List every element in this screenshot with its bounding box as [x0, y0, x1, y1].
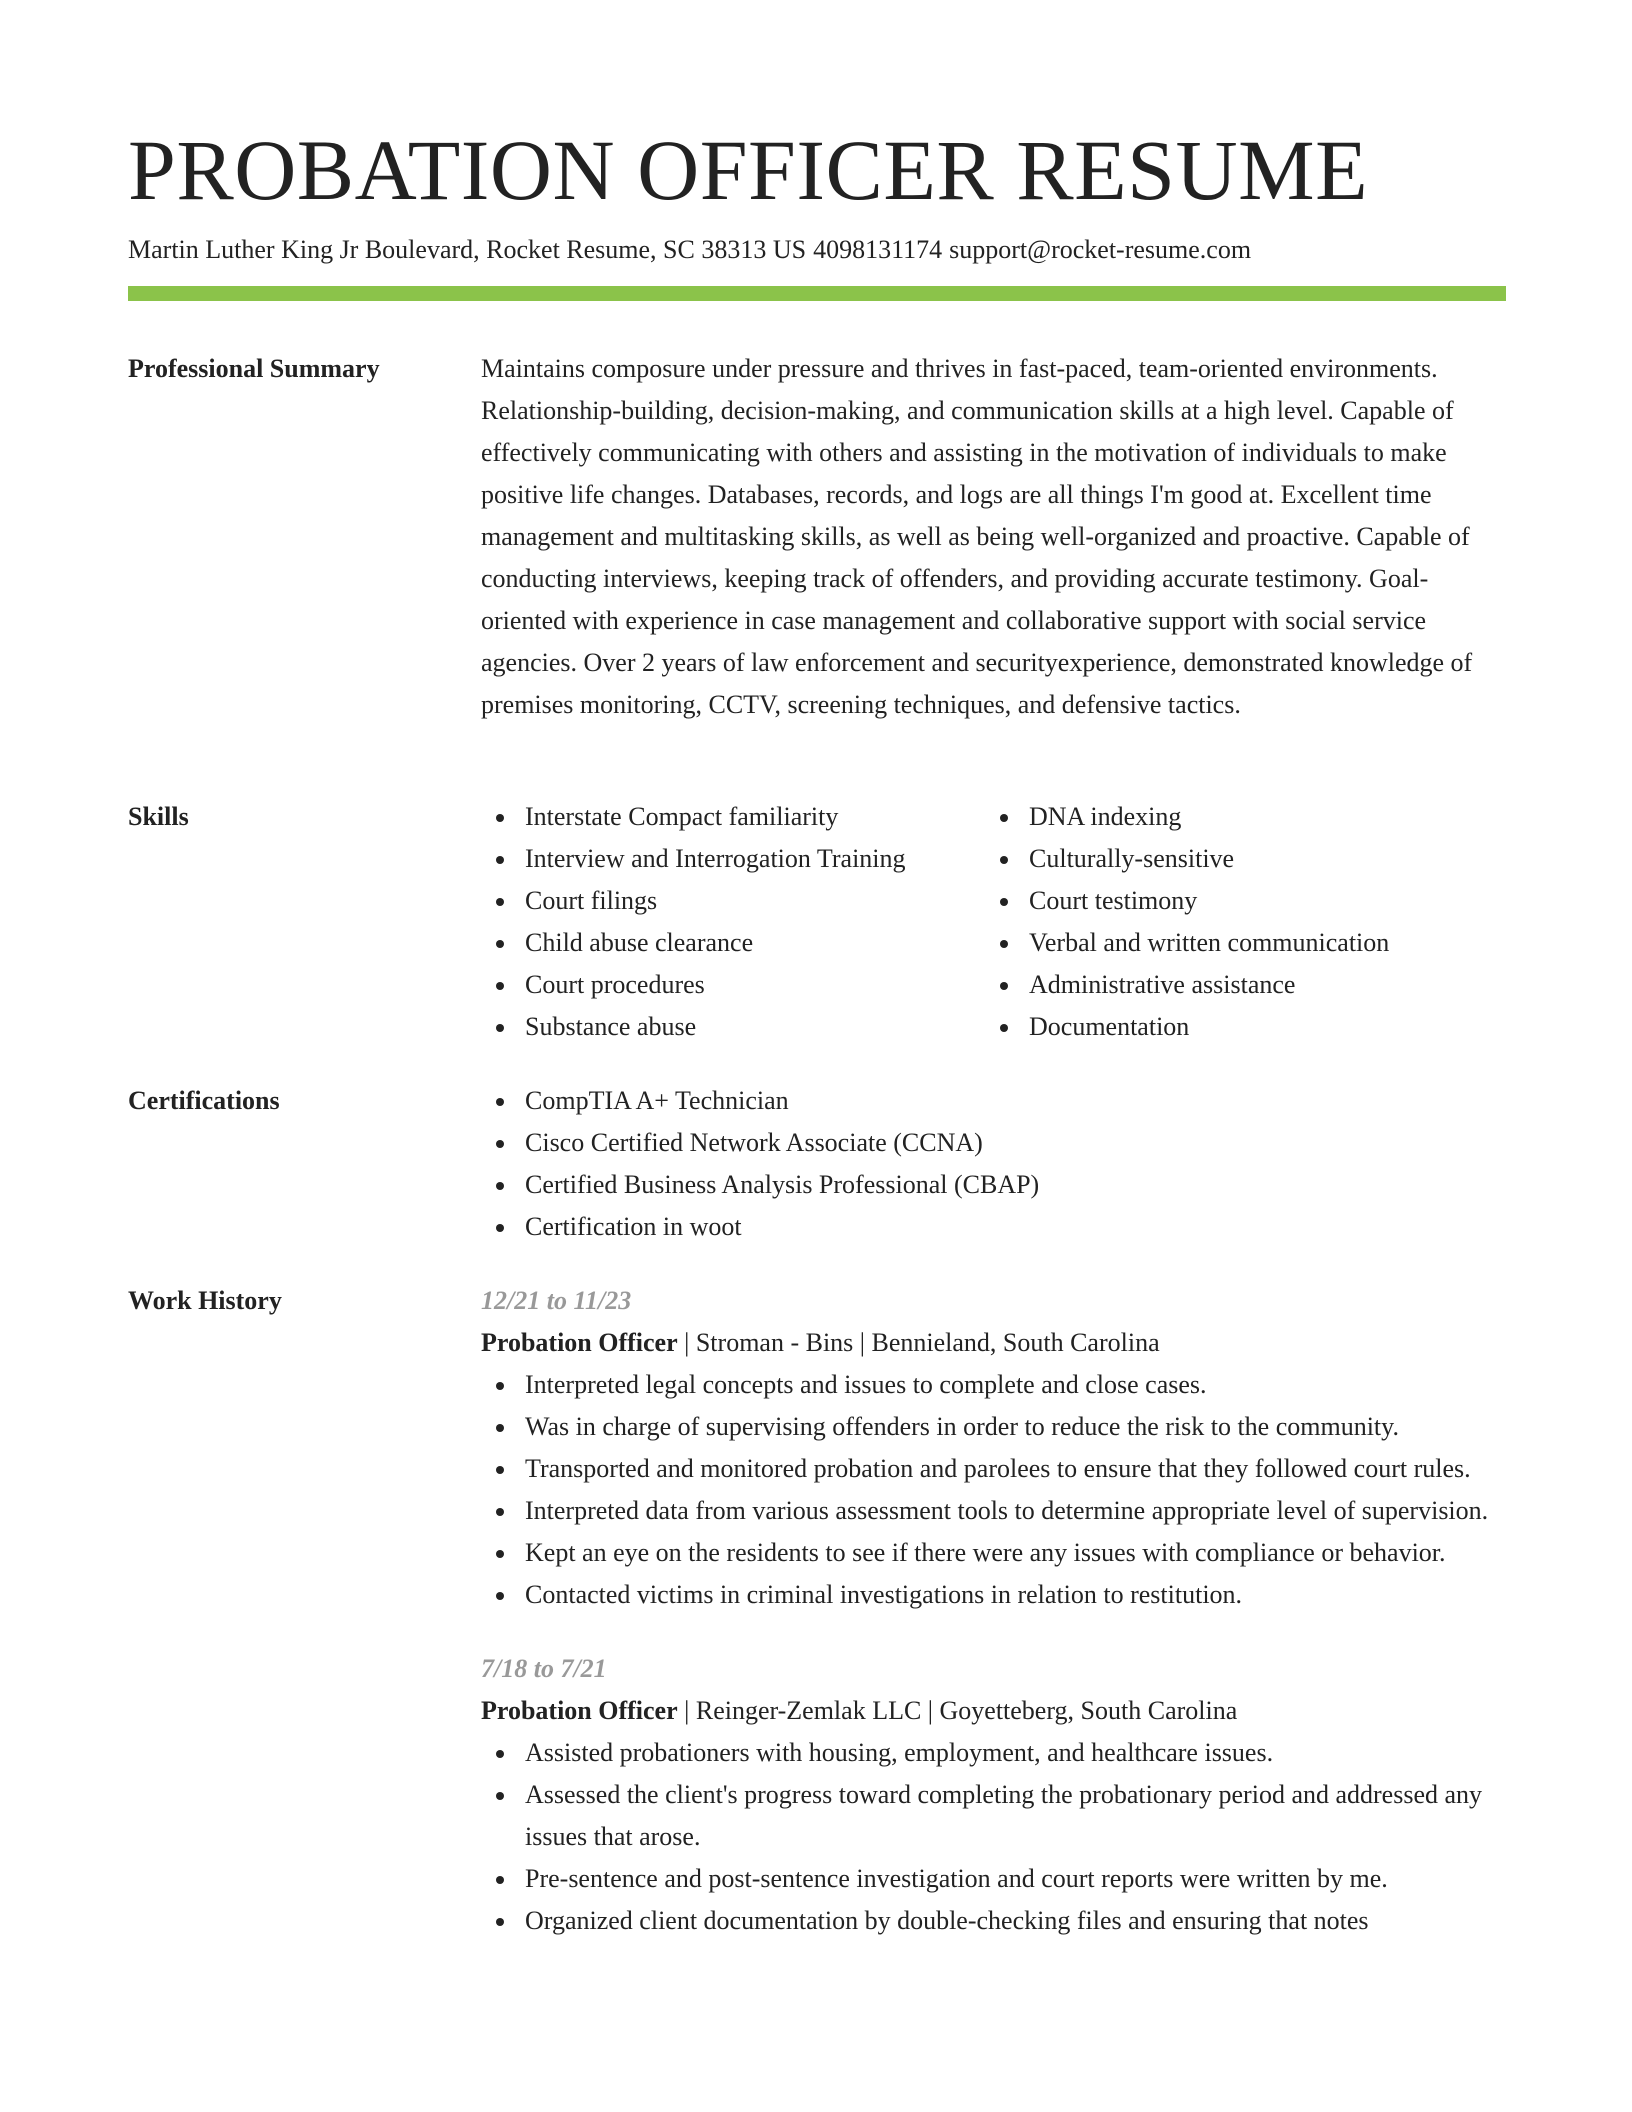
work-history-body [481, 1280, 1507, 1942]
skill-item: DNA indexing [985, 796, 1505, 838]
contact-phone: 4098131174 [813, 235, 943, 264]
job-bullet: Was in charge of supervising offenders in order to reduce the risk to the community. [481, 1406, 1507, 1448]
certifications-body [481, 1080, 1507, 1248]
job-bullet-list [481, 1732, 1507, 1942]
skill-item: Administrative assistance [985, 964, 1505, 1006]
job-details: | Reinger-Zemlak LLC | Goyetteberg, South Carolina [677, 1696, 1238, 1725]
job-bullet-list [481, 1364, 1507, 1616]
job-bullet: Interpreted data from various assessment tools to determine appropriate level of supervision. [481, 1490, 1507, 1532]
job-bullet: Contacted victims in criminal investigations in relation to restitution. [481, 1574, 1507, 1616]
summary-body [481, 348, 1507, 726]
certification-item: Cisco Certified Network Associate (CCNA) [481, 1122, 1507, 1164]
contact-address: Martin Luther King Jr Boulevard, Rocket Resume, SC 38313 US [128, 235, 807, 264]
job-bullet: Transported and monitored probation and parolees to ensure that they followed court rules. [481, 1448, 1507, 1490]
summary-label: Professional Summary [128, 354, 380, 383]
job-bullet: Pre-sentence and post-sentence investigation and court reports were written by me. [481, 1858, 1507, 1900]
skills-section [128, 796, 1506, 1048]
job-title: Probation Officer [481, 1696, 678, 1725]
skill-item: Interview and Interrogation Training [481, 838, 985, 880]
job-bullet: Assisted probationers with housing, employment, and healthcare issues. [481, 1732, 1507, 1774]
summary-text: Maintains composure under pressure and thrives in fast-paced, team-oriented environments. Relationship-building, decision-making, and communication skills at a high level. Capable of effectively communicating with others and assisting in the motivation of individuals to make positive life changes. Databases, records, and logs are all things I'm good at. Excellent time management and multitasking skills, as well as being well-organized and proactive. Capable of conducting interviews, keeping track of offenders, and providing accurate testimony. Goal-oriented with experience in case management and collaborative support with social service agencies. Over 2 years of law enforcement and securityexperience, demonstrated knowledge of premises monitoring, CCTV, screening techniques, and defensive tactics. [481, 354, 1473, 719]
job-bullet: Assessed the client's progress toward completing the probationary period and addressed any issues that arose. [481, 1774, 1507, 1858]
job-dates: 7/18 to 7/21 [481, 1654, 607, 1683]
job-dates: 12/21 to 11/23 [481, 1286, 632, 1315]
skill-item: Court procedures [481, 964, 985, 1006]
accent-divider [128, 286, 1506, 301]
certifications-list [481, 1080, 1507, 1248]
certification-item: Certified Business Analysis Professional (CBAP) [481, 1164, 1507, 1206]
skill-item: Documentation [985, 1006, 1505, 1048]
skill-item: Substance abuse [481, 1006, 985, 1048]
skill-item: Court testimony [985, 880, 1505, 922]
work-history-section [128, 1280, 1506, 2112]
job-bullet: Kept an eye on the residents to see if there were any issues with compliance or behavior. [481, 1532, 1507, 1574]
contact-email: support@rocket-resume.com [949, 235, 1252, 264]
job-title: Probation Officer [481, 1328, 678, 1357]
job-heading [481, 1322, 1507, 1364]
skills-label: Skills [128, 802, 189, 831]
certifications-label: Certifications [128, 1086, 280, 1115]
job-entry [481, 1648, 1507, 1942]
skill-item: Child abuse clearance [481, 922, 985, 964]
skill-item: Interstate Compact familiarity [481, 796, 985, 838]
summary-section [128, 348, 1506, 768]
job-details: | Stroman - Bins | Bennieland, South Carolina [677, 1328, 1160, 1357]
certification-item: CompTIA A+ Technician [481, 1080, 1507, 1122]
skill-item: Court filings [481, 880, 985, 922]
skills-list-left [481, 796, 985, 1048]
job-heading [481, 1690, 1507, 1732]
certification-item: Certification in woot [481, 1206, 1507, 1248]
work-history-label: Work History [128, 1286, 282, 1315]
job-bullet: Interpreted legal concepts and issues to complete and close cases. [481, 1364, 1507, 1406]
skills-list-right [985, 796, 1505, 1048]
job-bullet: Organized client documentation by double-checking files and ensuring that notes [481, 1900, 1507, 1942]
job-entry [481, 1280, 1507, 1616]
certifications-section [128, 1080, 1506, 1248]
resume-title: PROBATION OFFICER RESUME [128, 122, 1369, 218]
skill-item: Verbal and written communication [985, 922, 1505, 964]
skill-item: Culturally-sensitive [985, 838, 1505, 880]
contact-line [128, 232, 1251, 268]
